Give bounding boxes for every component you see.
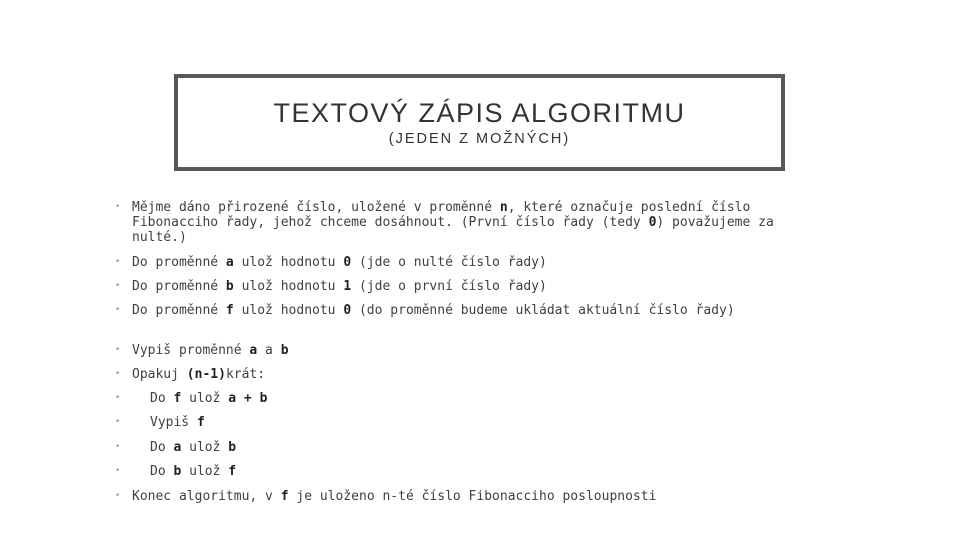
code-term: b: [225, 279, 234, 294]
code-term: f: [228, 464, 237, 479]
item-text: ulož: [181, 464, 229, 479]
code-term: n: [499, 200, 508, 215]
code-term: 0: [648, 215, 657, 230]
item-text: Mějme dáno přirozené číslo, uložené v proměnné: [132, 200, 500, 215]
bullet-icon: •: [115, 393, 121, 403]
sub-list-item: [115, 391, 830, 406]
item-text: ulož hodnotu: [233, 303, 344, 318]
item-text: ulož hodnotu: [233, 279, 344, 294]
bullet-icon: •: [115, 369, 121, 379]
item-text: ulož hodnotu: [233, 255, 344, 270]
item-text: , které označuje poslední číslo Fibonacciho řady, jehož chceme dosáhnout. (První číslo řady (tedy: [132, 200, 759, 230]
item-text: je uloženo n-té číslo Fibonacciho posloupnosti: [288, 489, 657, 504]
bullet-icon: •: [115, 491, 121, 501]
code-term: a: [225, 255, 234, 270]
code-term: 0: [343, 303, 352, 318]
sub-list-item: [115, 440, 830, 455]
code-term: a + b: [228, 391, 268, 406]
sub-list-item: [115, 464, 830, 479]
slide-subtitle: (JEDEN Z MOŽNÝCH): [388, 131, 571, 147]
sub-list-item: [115, 415, 830, 430]
item-text: a: [257, 343, 281, 358]
bullet-icon: •: [115, 345, 121, 355]
bullet-icon: •: [115, 281, 121, 291]
list-item: [115, 367, 812, 382]
list-item: [115, 279, 812, 294]
bullet-icon: •: [115, 305, 121, 315]
bullet-icon: •: [115, 417, 121, 427]
code-term: 0: [343, 255, 352, 270]
item-text: Do proměnné: [132, 255, 226, 270]
item-text: Do proměnné: [132, 303, 226, 318]
item-text: ulož: [181, 440, 229, 455]
item-text: Vypiš: [150, 415, 197, 430]
code-term: f: [196, 415, 205, 430]
code-term: a: [249, 343, 258, 358]
bullet-icon: •: [115, 202, 121, 212]
code-term: 1: [343, 279, 352, 294]
code-term: f: [280, 489, 289, 504]
item-text: Do: [150, 391, 174, 406]
code-term: b: [173, 464, 182, 479]
list-item: [115, 489, 812, 504]
bullet-icon: •: [115, 466, 121, 476]
item-text: krát:: [225, 367, 266, 382]
slide-title: TEXTOVÝ ZÁPIS ALGORITMU: [273, 98, 686, 128]
item-text: Do: [150, 440, 174, 455]
item-text: (do proměnné budeme ukládat aktuální číslo řady): [351, 303, 735, 318]
list-item: [115, 303, 812, 318]
item-text: Opakuj: [132, 367, 187, 382]
code-term: f: [225, 303, 234, 318]
item-text: Vypiš proměnné: [132, 343, 250, 358]
item-text: Konec algoritmu, v: [132, 489, 281, 504]
list-item: [115, 343, 812, 358]
item-text: (jde o první číslo řady): [351, 279, 547, 294]
item-text: Do proměnné: [132, 279, 226, 294]
code-term: b: [228, 440, 237, 455]
code-term: a: [173, 440, 182, 455]
list-item: [115, 200, 812, 245]
list-item: [115, 255, 812, 270]
item-text: ulož: [181, 391, 229, 406]
item-text: (jde o nulté číslo řady): [351, 255, 547, 270]
code-term: f: [173, 391, 182, 406]
bullet-icon: •: [115, 442, 121, 452]
bullet-icon: •: [115, 257, 121, 267]
item-text: ) považujeme za nulté.): [132, 215, 782, 245]
code-term: b: [280, 343, 289, 358]
code-term: (n-1): [186, 367, 226, 382]
item-text: Do: [150, 464, 174, 479]
